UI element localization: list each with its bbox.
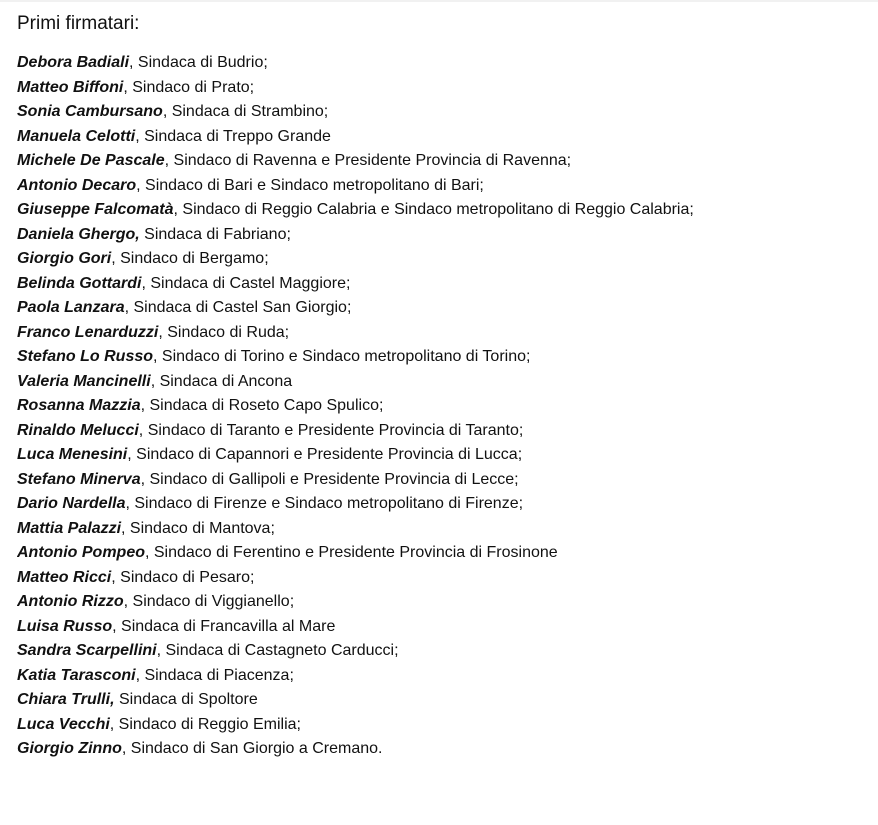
signatory-name: Stefano Minerva <box>17 470 141 488</box>
list-item <box>17 468 867 493</box>
list-item <box>17 688 867 713</box>
signatory-role: , Sindaca di Strambino; <box>162 103 329 120</box>
signatory-role: , Sindaco di San Giorgio a Cremano. <box>121 740 383 757</box>
list-item <box>17 370 867 395</box>
signatory-role: , Sindaco di Taranto e Presidente Provincia di Taranto; <box>138 421 524 439</box>
signatory-role: , Sindaco di Pesaro; <box>111 568 255 586</box>
list-item <box>17 223 867 248</box>
list-item <box>17 296 867 321</box>
signatory-role: , Sindaco di Prato; <box>123 78 255 96</box>
signatory-name: Luca Menesini <box>17 446 128 463</box>
list-item <box>17 125 867 150</box>
signatory-name: Paola Lanzara <box>17 299 125 316</box>
signatory-role: , Sindaco di Reggio Calabria e Sindaco metropolitano di Reggio Calabria; <box>173 201 694 218</box>
signatory-role: , Sindaco di Ferentino e Presidente Provincia di Frosinone <box>144 544 558 561</box>
signatory-name: Debora Badiali <box>17 54 130 71</box>
list-item <box>17 713 867 738</box>
signatory-role: , Sindaco di Bergamo; <box>111 250 269 267</box>
list-item <box>17 615 867 640</box>
signatory-name: Antonio Rizzo <box>17 593 124 610</box>
signatory-role: , Sindaco di Gallipoli e Presidente Provincia di Lecce; <box>140 470 519 488</box>
signatory-name: Rosanna Mazzia <box>17 397 141 414</box>
list-item <box>17 321 867 346</box>
signatory-name: Valeria Mancinelli <box>17 372 151 390</box>
signatory-name: Michele De Pascale <box>17 152 165 169</box>
signatory-role: , Sindaca di Treppo Grande <box>135 127 331 145</box>
list-item <box>17 541 867 566</box>
signatory-name: Sandra Scarpellini <box>17 642 157 659</box>
signatory-name: Dario Nardella <box>17 495 126 512</box>
list-item <box>17 149 867 174</box>
signatory-role: , Sindaco di Capannori e Presidente Provincia di Lucca; <box>127 446 523 463</box>
signatory-name: Matteo Biffoni <box>17 78 124 96</box>
list-item <box>17 272 867 297</box>
signatory-role: Sindaca di Fabriano; <box>139 225 291 243</box>
signatory-role: , Sindaca di Castel Maggiore; <box>141 274 351 292</box>
list-item <box>17 639 867 664</box>
list-item <box>17 566 867 591</box>
list-item <box>17 51 867 76</box>
signatories-list <box>17 51 867 762</box>
signatory-name: Katia Tarasconi <box>17 666 136 684</box>
signatory-name: Mattia Palazzi <box>17 519 122 537</box>
list-item <box>17 590 867 615</box>
list-item <box>17 76 867 101</box>
signatory-name: Antonio Decaro <box>17 176 137 194</box>
signatory-role: , Sindaco di Torino e Sindaco metropolitano di Torino; <box>153 348 531 365</box>
signatory-name: Franco Lenarduzzi <box>17 323 159 341</box>
signatory-name: Luca Vecchi <box>17 715 110 733</box>
signatory-name: Manuela Celotti <box>17 127 136 145</box>
signatory-role: Sindaca di Spoltore <box>114 691 258 708</box>
signatory-name: Luisa Russo <box>17 617 113 635</box>
signatory-name: Sonia Cambursano <box>17 103 163 120</box>
signatory-role: , Sindaca di Ancona <box>150 372 293 390</box>
signatory-name: Giuseppe Falcomatà <box>17 201 174 218</box>
signatory-role: , Sindaca di Roseto Capo Spulico; <box>140 397 384 414</box>
signatory-name: Rinaldo Melucci <box>17 421 139 439</box>
signatory-role: , Sindaca di Castel San Giorgio; <box>124 299 352 316</box>
list-item <box>17 664 867 689</box>
signatory-name: Antonio Pompeo <box>17 544 145 561</box>
list-item <box>17 737 867 762</box>
signatory-name: Matteo Ricci <box>17 568 112 586</box>
list-item <box>17 345 867 370</box>
list-item <box>17 247 867 272</box>
list-item <box>17 100 867 125</box>
signatory-role: , Sindaco di Ruda; <box>158 323 290 341</box>
signatory-name: Stefano Lo Russo <box>17 348 154 365</box>
signatory-role: , Sindaco di Bari e Sindaco metropolitano di Bari; <box>136 176 484 194</box>
signatory-role: , Sindaco di Viggianello; <box>123 593 295 610</box>
signatory-role: , Sindaco di Reggio Emilia; <box>109 715 301 733</box>
list-item <box>17 174 867 199</box>
signatory-name: Daniela Ghergo, <box>17 225 140 243</box>
signatory-role: , Sindaca di Castagneto Carducci; <box>156 642 399 659</box>
signatory-role: , Sindaca di Budrio; <box>129 54 268 71</box>
signatory-name: Belinda Gottardi <box>17 274 142 292</box>
list-item <box>17 394 867 419</box>
signatory-role: , Sindaco di Ravenna e Presidente Provincia di Ravenna; <box>164 152 572 169</box>
top-divider <box>0 0 878 2</box>
signatory-name: Giorgio Gori <box>17 250 112 267</box>
list-item <box>17 443 867 468</box>
signatory-role: , Sindaca di Piacenza; <box>135 666 294 684</box>
signatory-role: , Sindaca di Francavilla al Mare <box>112 617 336 635</box>
signatory-role: , Sindaco di Firenze e Sindaco metropolitano di Firenze; <box>125 495 524 512</box>
list-item <box>17 198 867 223</box>
signatory-name: Giorgio Zinno <box>17 740 122 757</box>
signatory-role: , Sindaco di Mantova; <box>121 519 275 537</box>
signatory-name: Chiara Trulli, <box>17 691 115 708</box>
document-title: Primi firmatari: <box>17 13 140 34</box>
list-item <box>17 419 867 444</box>
list-item <box>17 517 867 542</box>
list-item <box>17 492 867 517</box>
